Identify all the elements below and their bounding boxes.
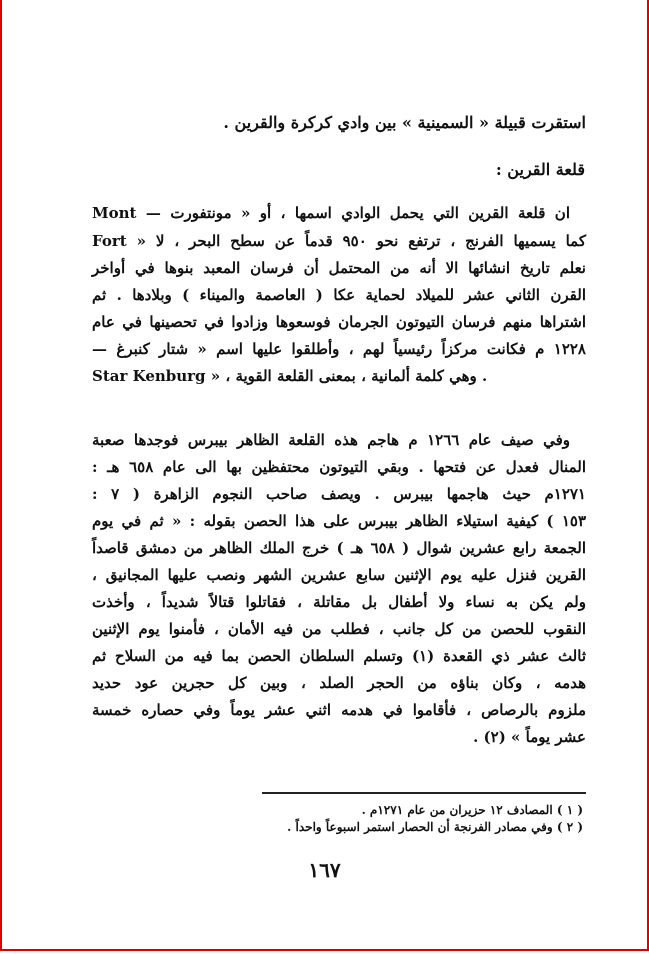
text-line: ان قلعة القرين التي يحمل الوادي اسمها ، أو « مونتفورت — Mont bbox=[92, 204, 570, 222]
text-line: القرين فنزل عليه يوم الإثنين سابع عشرين الشهر ونصب عليها المجانيق ، bbox=[92, 566, 586, 584]
footnote-1: ( ١ ) المصادف ١٢ حزيران من عام ١٢٧١م . bbox=[361, 803, 583, 817]
footnote-2: ( ٢ ) وفي مصادر الفرنجة أن الحصار استمر اسبوعاً واحداً . bbox=[287, 820, 583, 834]
page-number: ١٦٧ bbox=[308, 858, 341, 882]
text-line: هدمه ، وكان بناؤه من الحجر الصلد ، وبين كل حجرين عود حديد bbox=[92, 674, 586, 692]
text-line: ملزوم بالرصاص ، فأقاموا في هدمه اثني عشر يوماً وفي حصاره خمسة bbox=[92, 701, 586, 719]
footnote-divider bbox=[262, 792, 586, 794]
text-line: القرن الثاني عشر للميلاد لحماية عكا ( العاصمة والميناء ) وبلادها . ثم bbox=[92, 286, 586, 304]
section-heading: قلعة القرين : bbox=[495, 160, 585, 179]
text-line: نعلم تاريخ انشائها الا أنه من المحتمل أن فرسان المعبد بنوها في أواخر bbox=[92, 259, 586, 277]
text-line: ١٢٢٨ م فكانت مركزاً رئيسياً لهم ، وأطلقوا عليها اسم « شتار كنبرغ — bbox=[92, 340, 586, 358]
text-line: Fort » كما يسميها الفرنج ، ترتفع نحو ٩٥٠ قدماً عن سطح البحر ، لا bbox=[92, 232, 586, 250]
text-line: ١٢٧١م حيث هاجمها بيبرس . ويصف صاحب النجوم الزاهرة ( ٧ : bbox=[92, 485, 586, 503]
text-line: عشر يوماً » (٢) . bbox=[473, 728, 586, 746]
text-line: ولم يكن به نساء ولا أطفال بل مقاتلة ، فقاتلوا قتالاً شديداً ، وأخذت bbox=[92, 593, 586, 611]
text-line: وفي صيف عام ١٢٦٦ م هاجم هذه القلعة الظاهر بيبرس فوجدها صعبة bbox=[92, 431, 571, 449]
text-line: Star Kenburg » ، وهي كلمة ألمانية ، بمعنى القلعة القوية . bbox=[92, 367, 488, 385]
text-line: اشتراها منهم فرسان التيوتون الجرمان فوسعوها وزادوا في تحصينها في عام bbox=[92, 313, 586, 331]
intro-line: استقرت قبيلة « السمينية » بين وادي كركرة والقرين . bbox=[223, 113, 586, 132]
text-line: ١٥٣ ) كيفية استيلاء الظاهر بيبرس على هذا الحصن بقوله : « ثم في يوم bbox=[92, 512, 586, 530]
text-line: المنال فعدل عن فتحها . وبقي التيوتون محتفظين بها الى عام ٦٥٨ هـ : bbox=[92, 458, 586, 476]
text-line: ثالث عشر ذي القعدة (١) وتسلم السلطان الحصن بما فيه من السلاح ثم bbox=[92, 647, 586, 665]
text-line: الجمعة رابع عشرين شوال ( ٦٥٨ هـ ) خرج الملك الظاهر من دمشق قاصداً bbox=[92, 539, 586, 557]
text-line: النقوب للحصن من كل جانب ، فطلب من فيه الأمان ، فأمنوا يوم الإثنين bbox=[92, 620, 586, 638]
